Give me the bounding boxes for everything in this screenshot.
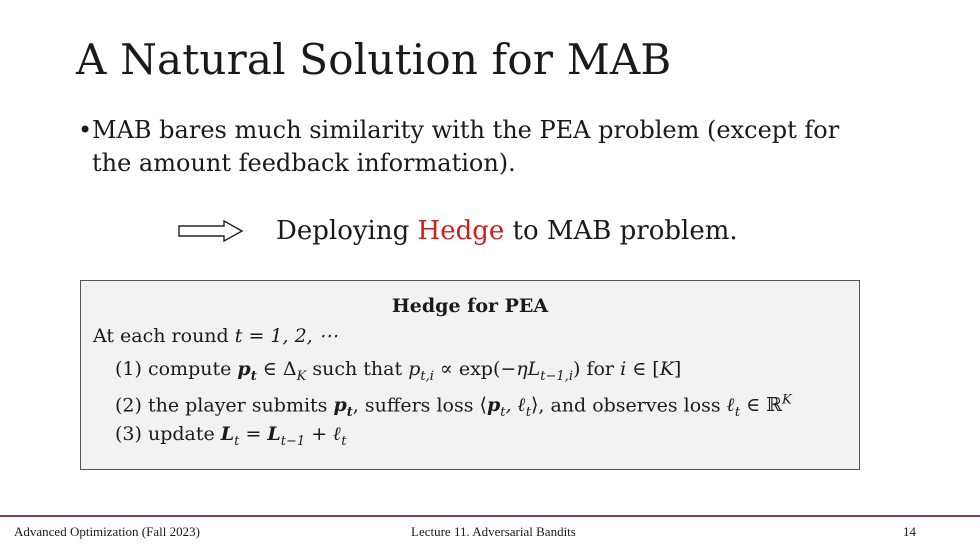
implication-text bbox=[276, 213, 738, 249]
algorithm-step-3 bbox=[115, 421, 347, 455]
bullet-item bbox=[78, 114, 898, 180]
step-number: (1) bbox=[115, 358, 142, 380]
step-text: compute bbox=[147, 358, 232, 380]
step-text: , and observes loss bbox=[538, 394, 721, 417]
bullet-marker: • bbox=[78, 116, 93, 144]
hedge-highlight: Hedge bbox=[417, 216, 505, 246]
intro-math: t = 1, 2, ⋯ bbox=[234, 325, 338, 347]
footer-page-number: 14 bbox=[903, 524, 916, 539]
footer-course: Advanced Optimization (Fall 2023) bbox=[14, 524, 200, 539]
math-p-t: $p_t$ bbox=[237, 358, 257, 384]
step-text: for bbox=[586, 358, 615, 380]
implication-line bbox=[178, 213, 738, 249]
footer-lecture: Lecture 11. Adversarial Bandits bbox=[411, 524, 576, 539]
step-number: (3) bbox=[115, 423, 142, 445]
math-p-t: $p_t$ bbox=[333, 394, 353, 421]
bullet-text-line-2: the amount feedback information). bbox=[92, 149, 516, 177]
algorithm-title: Hedge for PEA bbox=[391, 295, 549, 317]
algorithm-step-1: (1) compute $p_t$ ∈ $\Delta_K$ such that $p_{t,i} \propto \exp(-\eta L_{t-1,i})$ for i ∈ [K] bbox=[115, 358, 682, 384]
step-text: the player submits bbox=[147, 394, 328, 417]
math-update-rule: $p_{t,i} \propto \exp(-\eta L_{t-1,i})$ bbox=[408, 358, 581, 384]
math-index-set: i ∈ [K] bbox=[620, 358, 682, 380]
implication-prefix: Deploying bbox=[276, 216, 410, 246]
step-text: such that bbox=[312, 358, 403, 380]
double-arrow-icon bbox=[178, 220, 244, 242]
slide-title: A Natural Solution for MAB bbox=[76, 35, 672, 84]
algorithm-intro bbox=[93, 323, 338, 349]
step-number: (2) bbox=[115, 394, 142, 417]
math-loss-vector: ℓ$_t$ ∈ ℝ$^K$ bbox=[726, 393, 792, 421]
footer-rule bbox=[0, 515, 980, 517]
algorithm-box bbox=[80, 280, 860, 470]
intro-text: At each round bbox=[93, 325, 229, 347]
step-text: , suffers loss bbox=[352, 394, 474, 417]
math-cumulative-update: $L_t = L_{t-1}$ + ℓ$_t$ bbox=[220, 423, 347, 449]
math-inner-product: $⟨p_t$, ℓ$_t$⟩ bbox=[479, 394, 539, 421]
step-text: update bbox=[147, 423, 215, 445]
implication-suffix: to MAB problem. bbox=[512, 216, 738, 246]
bullet-text-line-1: MAB bares much similarity with the PEA problem (except for bbox=[92, 116, 840, 144]
